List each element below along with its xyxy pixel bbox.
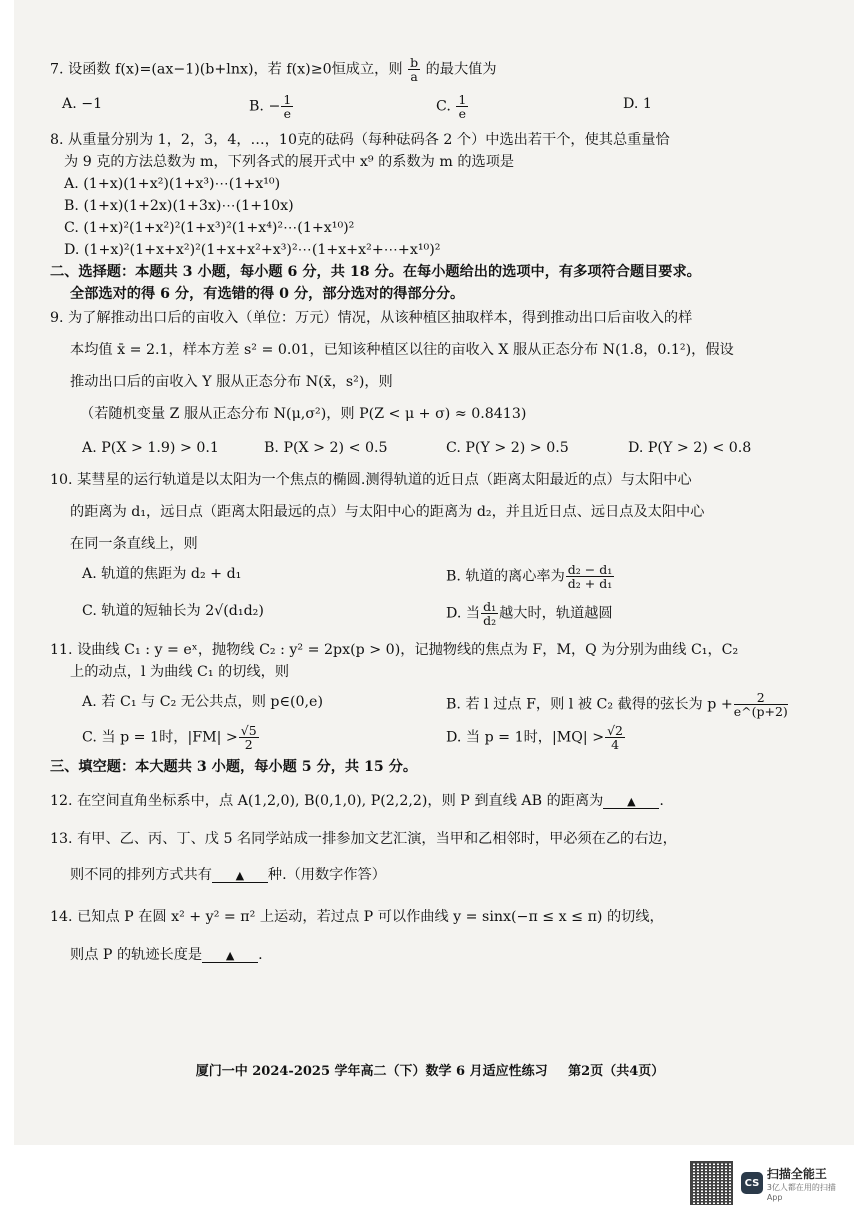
q10-stem-line2: 的距离为 d₁，远日点（距离太阳最远的点）与太阳中心的距离为 d₂，并且近日点、远日点及太阳中心 xyxy=(70,503,705,520)
q11-options-row1 xyxy=(82,691,810,718)
q9-option-c: C. P(Y > 2) > 0.5 xyxy=(446,439,569,456)
q12-answer-blank: ▲ xyxy=(603,796,659,809)
q12-end: . xyxy=(659,792,664,809)
exam-page xyxy=(14,0,854,1145)
q7-stem xyxy=(50,56,810,83)
frac-den: 4 xyxy=(611,737,620,753)
q10-option-b xyxy=(446,563,810,590)
q7-fraction xyxy=(408,56,420,83)
q9-hint: （若随机变量 Z 服从正态分布 N(μ,σ²)，则 P(Z < μ + σ) ≈ 0.8413) xyxy=(80,405,527,422)
q11-stem-line2: 上的动点，l 为曲线 C₁ 的切线，则 xyxy=(70,664,290,680)
q14-stem-line1: 14. 已知点 P 在圆 x² + y² = π² 上运动，若过点 P 可以作曲线 y = sinx(−π ≤ x ≤ π) 的切线， xyxy=(50,908,664,925)
scanner-watermark xyxy=(690,1160,850,1206)
q9-stem-line2: 本均值 x̄ = 2.1，样本方差 s² = 0.01，已知该种植区以往的亩收入 X 服从正态分布 N(1.8，0.1²)，假设 xyxy=(70,341,734,358)
q11-option-b xyxy=(446,691,810,718)
q13-stem-line1: 13. 有甲、乙、丙、丁、戊 5 名同学站成一排参加文艺汇演，当甲和乙相邻时，甲必须在乙的右边， xyxy=(50,830,677,847)
q14-stem-line2 xyxy=(70,944,810,966)
q9-option-a: A. P(X > 1.9) > 0.1 xyxy=(82,439,219,456)
q10-option-c: C. 轨道的短轴长为 2√(d₁d₂) xyxy=(82,602,264,619)
frac-den: a xyxy=(410,69,418,85)
q10-option-a: A. 轨道的焦距为 d₂ + d₁ xyxy=(82,565,242,582)
q7-option-c xyxy=(436,93,623,120)
q10-options-row1 xyxy=(82,563,810,590)
frac-num: 1 xyxy=(283,92,292,108)
frac-den: e xyxy=(458,106,467,122)
q7-option-d: D. 1 xyxy=(623,96,652,113)
q10-options-row2 xyxy=(82,600,810,627)
frac-den: d₂ xyxy=(483,612,497,628)
scanner-tagline: 3亿人都在用的扫描App xyxy=(766,1182,836,1202)
q7-option-a: A. −1 xyxy=(62,96,103,113)
q9-option-b: B. P(X > 2) < 0.5 xyxy=(264,439,388,456)
q13-answer-blank: ▲ xyxy=(212,870,268,883)
frac-num: 1 xyxy=(458,92,467,108)
q11-option-c xyxy=(82,724,446,751)
q7-stem-text: 7. 设函数 f(x)=(ax−1)(b+lnx)，若 f(x)≥0恒成立，则 xyxy=(50,61,403,78)
q12-text: 12. 在空间直角坐标系中，点 A(1,2,0), B(0,1,0), P(2,2,2)，则 P 到直线 AB 的距离为 xyxy=(50,792,604,809)
q7-stem-end: 的最大值为 xyxy=(425,61,497,78)
q11-option-a: A. 若 C₁ 与 C₂ 无公共点，则 p∈(0,e) xyxy=(82,694,323,710)
frac-num: √5 xyxy=(240,723,257,739)
logo-text: CS xyxy=(744,1177,760,1189)
q11-stem-line1: 11. 设曲线 C₁ : y = eˣ，抛物线 C₂ : y² = 2px(p > 0)，记抛物线的焦点为 F，M，Q 为分别为曲线 C₁，C₂ xyxy=(50,642,739,658)
section-3-heading: 三、填空题：本大题共 3 小题，每小题 5 分，共 15 分。 xyxy=(50,758,418,775)
q8-stem-line2: 为 9 克的方法总数为 m，下列各式的展开式中 x⁹ 的系数为 m 的选项是 xyxy=(64,153,515,170)
q11-c-prefix: C. 当 p = 1时，|FM| > xyxy=(82,729,238,746)
frac-num: 2 xyxy=(734,691,788,705)
q10-stem-line1: 10. 某彗星的运行轨道是以太阳为一个焦点的椭圆.测得轨道的近日点（距离太阳最近的点）与太阳中心 xyxy=(50,471,692,488)
q8-stem-line1: 8. 从重量分别为 1，2，3，4，…，10克的砝码（每种砝码各 2 个）中选出若干个，使其总重量恰 xyxy=(50,131,670,148)
footer-school: 厦门一中 2024-2025 学年高二（下）数学 6 月适应性练习 xyxy=(195,1064,548,1079)
q12-stem xyxy=(50,790,810,812)
page-footer xyxy=(50,1060,810,1079)
q8-option-d: D. (1+x)²(1+x+x²)²(1+x+x²+x³)²⋯(1+x+x²+⋯+x¹⁰)² xyxy=(64,241,441,258)
q8-option-b: B. (1+x)(1+2x)(1+3x)⋯(1+10x) xyxy=(64,197,294,214)
frac-num: b xyxy=(410,55,419,70)
q10-d-suffix: 越大时，轨道越圆 xyxy=(499,605,613,622)
frac-num: d₂ − d₁ xyxy=(567,561,613,577)
q11-options-row2 xyxy=(82,724,810,751)
q9-options xyxy=(82,437,810,459)
q9-stem-line3: 推动出口后的亩收入 Y 服从正态分布 N(x̄，s²)，则 xyxy=(70,373,393,390)
section-2-scoring: 全部选对的得 6 分，有选错的得 0 分，部分选对的得部分分。 xyxy=(70,285,465,302)
q14-text: 则点 P 的轨迹长度是 xyxy=(70,946,203,963)
footer-page-number: 第2页（共4页） xyxy=(568,1064,665,1079)
frac-num: d₁ xyxy=(483,598,497,614)
q9-stem-line1: 9. 为了解推动出口后的亩收入（单位：万元）情况，从该种植区抽取样本，得到推动出口后亩收入的样 xyxy=(50,309,693,326)
q10-option-d xyxy=(446,600,810,627)
q7-b-prefix: B. − xyxy=(249,98,281,115)
q11-b-prefix: B. 若 l 过点 F，则 l 被 C₂ 截得的弦长为 p + xyxy=(446,696,733,713)
qr-code-icon xyxy=(690,1161,733,1205)
frac-den: d₂ + d₁ xyxy=(567,575,613,591)
q13-text: 则不同的排列方式共有 xyxy=(70,866,212,883)
q7-option-b xyxy=(249,93,436,120)
q10-b-prefix: B. 轨道的离心率为 xyxy=(446,568,565,585)
q8-option-c: C. (1+x)²(1+x²)²(1+x³)²(1+x⁴)²⋯(1+x¹⁰)² xyxy=(64,219,355,236)
camscanner-logo-icon xyxy=(741,1172,763,1194)
q11-d-prefix: D. 当 p = 1时，|MQ| > xyxy=(446,729,605,746)
q11-option-d xyxy=(446,724,810,751)
q14-end: . xyxy=(258,946,263,963)
section-2-heading: 二、选择题：本题共 3 小题，每小题 6 分，共 18 分。在每小题给出的选项中，有多项符合题目要求。 xyxy=(50,263,701,280)
scanner-app-name: 扫描全能王 xyxy=(766,1166,827,1181)
q14-answer-blank: ▲ xyxy=(202,950,258,963)
frac-den: e xyxy=(283,106,292,122)
frac-den: e^(p+2) xyxy=(733,704,788,720)
q9-option-d: D. P(Y > 2) < 0.8 xyxy=(628,439,752,456)
exam-content xyxy=(50,56,810,966)
q13-text-end: 种.（用数字作答） xyxy=(267,866,386,883)
q10-d-prefix: D. 当 xyxy=(446,605,481,622)
frac-num: √2 xyxy=(607,723,624,739)
q13-stem-line2 xyxy=(70,864,810,886)
q7-c-prefix: C. xyxy=(436,98,451,115)
frac-den: 2 xyxy=(244,737,253,753)
q8-option-a: A. (1+x)(1+x²)(1+x³)⋯(1+x¹⁰) xyxy=(64,175,281,192)
q7-options xyxy=(62,93,810,120)
q10-stem-line3: 在同一条直线上，则 xyxy=(70,535,198,552)
scanner-text xyxy=(767,1165,850,1202)
